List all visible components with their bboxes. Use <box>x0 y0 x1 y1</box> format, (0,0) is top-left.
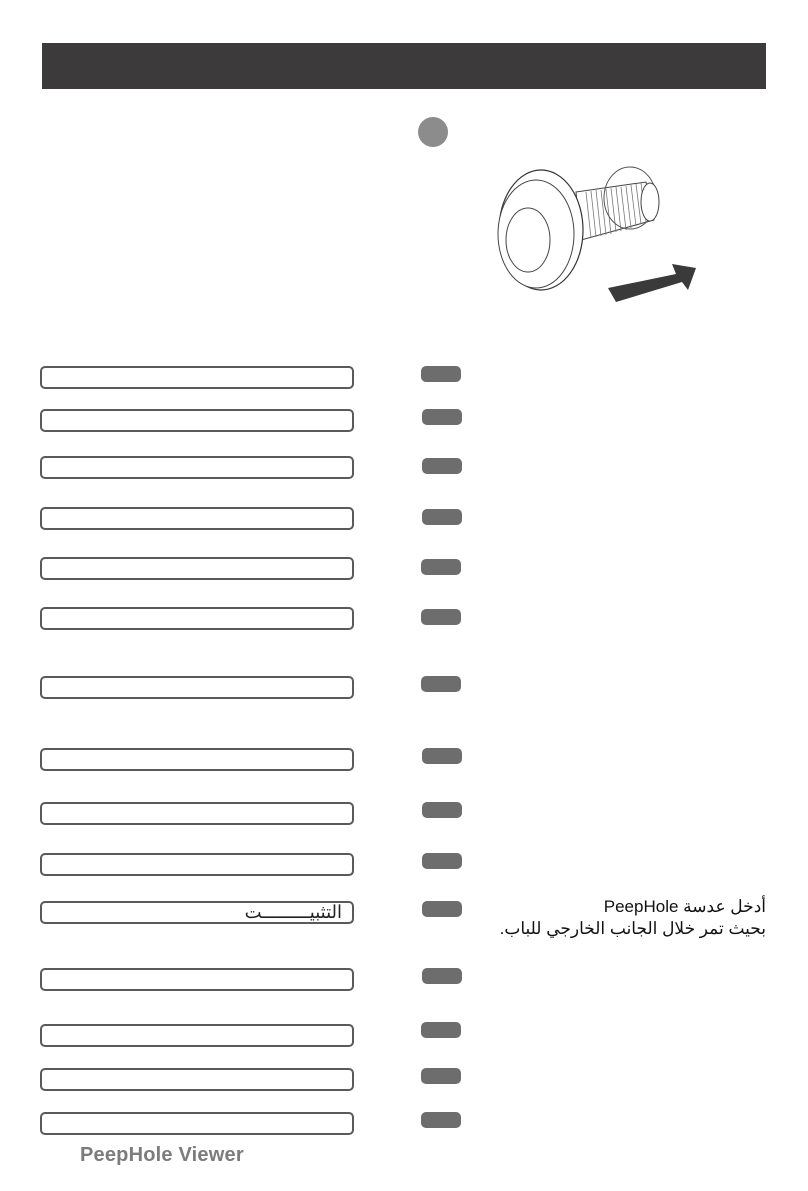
language-label-box <box>40 853 354 876</box>
language-tag <box>422 802 462 818</box>
language-label-box <box>40 366 354 389</box>
language-label-box <box>40 409 354 432</box>
language-tag <box>421 1112 461 1128</box>
language-label-box <box>40 607 354 630</box>
language-label-box <box>40 1068 354 1091</box>
language-tag <box>422 968 462 984</box>
language-tag <box>421 676 461 692</box>
language-tag <box>422 509 462 525</box>
product-logo: PeepHole Viewer <box>80 1144 244 1166</box>
language-tag <box>421 559 461 575</box>
instruction-line-2: بحيث تمر خلال الجانب الخارجي للباب. <box>499 919 766 938</box>
language-label-box <box>40 748 354 771</box>
instruction-line-1: أدخل عدسة PeepHole <box>603 897 766 916</box>
language-tag <box>422 853 462 869</box>
language-tag <box>421 609 461 625</box>
language-tag <box>422 901 462 917</box>
language-label-box <box>40 802 354 825</box>
language-label-box <box>40 507 354 530</box>
language-tag <box>421 1068 461 1084</box>
language-tag <box>422 458 462 474</box>
language-tag <box>421 366 461 382</box>
instruction-text <box>470 896 766 940</box>
language-tag <box>422 409 462 425</box>
language-tag <box>422 748 462 764</box>
language-label-box <box>40 968 354 991</box>
language-label: التثبيـــــــــت <box>244 902 342 923</box>
language-label-box <box>40 1112 354 1135</box>
language-tag <box>421 1022 461 1038</box>
language-label-box <box>40 676 354 699</box>
step-indicator-dot <box>418 117 448 147</box>
peephole-lens-insert-diagram <box>496 160 706 310</box>
language-label-box <box>40 557 354 580</box>
language-label-box <box>40 1024 354 1047</box>
header-bar <box>42 43 766 89</box>
language-label-box <box>40 456 354 479</box>
language-label-box-active <box>40 901 354 924</box>
